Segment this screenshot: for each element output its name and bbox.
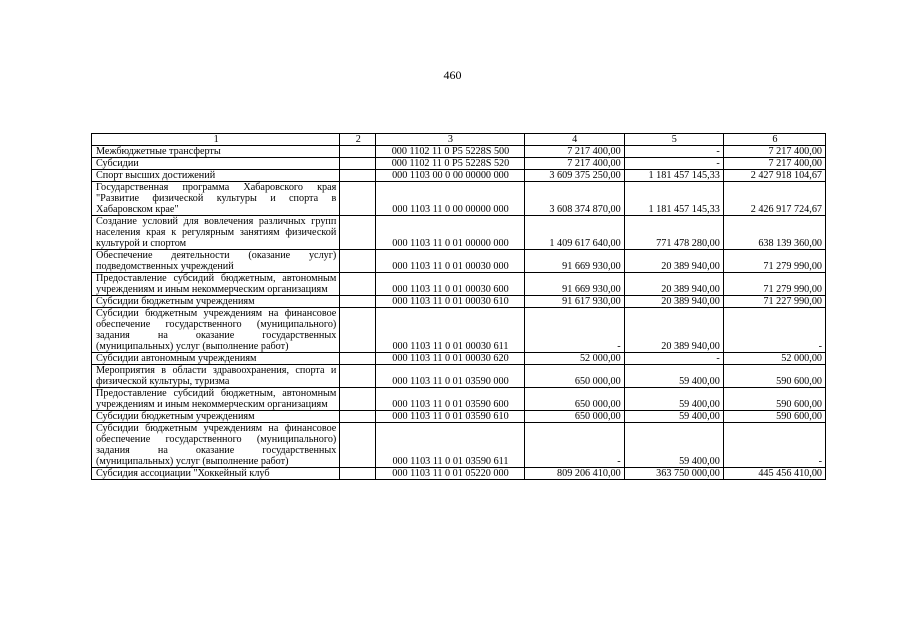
- row-value-col6: 71 227 990,00: [723, 296, 825, 308]
- row-code-cell: 000 1102 11 0 P5 5228S 500: [376, 146, 524, 158]
- row-value-col6: 590 600,00: [723, 411, 825, 423]
- row-value-col5: 20 389 940,00: [624, 250, 723, 273]
- row-value-col5: -: [624, 353, 723, 365]
- row-value-col6: 445 456 410,00: [723, 468, 825, 480]
- table-row: [92, 182, 826, 216]
- table-row: [92, 308, 826, 353]
- row-value-col6: -: [723, 423, 825, 468]
- row-value-col4: 1 409 617 640,00: [524, 216, 624, 250]
- row-value-col6: 638 139 360,00: [723, 216, 825, 250]
- table-row: [92, 273, 826, 296]
- row-name-cell: Спорт высших достижений: [92, 170, 340, 182]
- table-row: [92, 411, 826, 423]
- row-value-col6: 7 217 400,00: [723, 158, 825, 170]
- column-header-5: 5: [624, 134, 723, 146]
- row-value-col4: 809 206 410,00: [524, 468, 624, 480]
- row-value-col6: 71 279 990,00: [723, 273, 825, 296]
- table-row: [92, 216, 826, 250]
- row-code-cell: 000 1103 11 0 01 00030 000: [376, 250, 524, 273]
- row-value-col6: 590 600,00: [723, 365, 825, 388]
- row-code-cell: 000 1103 11 0 01 00030 600: [376, 273, 524, 296]
- row-value-col5: 20 389 940,00: [624, 296, 723, 308]
- row-value-col5: 59 400,00: [624, 411, 723, 423]
- row-value-col4: -: [524, 308, 624, 353]
- row-name-cell: Субсидии: [92, 158, 340, 170]
- row-col2-cell: [340, 170, 376, 182]
- row-col2-cell: [340, 308, 376, 353]
- row-code-cell: 000 1103 11 0 01 03590 611: [376, 423, 524, 468]
- row-code-cell: 000 1103 11 0 01 05220 000: [376, 468, 524, 480]
- row-col2-cell: [340, 273, 376, 296]
- column-header-1: 1: [92, 134, 340, 146]
- row-value-col6: 2 427 918 104,67: [723, 170, 825, 182]
- row-value-col5: 20 389 940,00: [624, 308, 723, 353]
- row-col2-cell: [340, 388, 376, 411]
- row-col2-cell: [340, 216, 376, 250]
- row-code-cell: 000 1103 11 0 01 00000 000: [376, 216, 524, 250]
- table-row: [92, 250, 826, 273]
- row-name-cell: Субсидия ассоциации "Хоккейный клуб: [92, 468, 340, 480]
- table-row: [92, 158, 826, 170]
- row-value-col5: 20 389 940,00: [624, 273, 723, 296]
- table-row: [92, 170, 826, 182]
- row-value-col5: 59 400,00: [624, 365, 723, 388]
- column-header-6: 6: [723, 134, 825, 146]
- row-name-cell: Межбюджетные трансферты: [92, 146, 340, 158]
- row-name-cell: Предоставление субсидий бюджетным, автономным учреждениям и иным некоммерческим организациям: [92, 388, 340, 411]
- row-value-col4: 3 609 375 250,00: [524, 170, 624, 182]
- row-value-col4: 91 669 930,00: [524, 250, 624, 273]
- row-col2-cell: [340, 423, 376, 468]
- column-header-3: 3: [376, 134, 524, 146]
- row-code-cell: 000 1103 11 0 01 03590 610: [376, 411, 524, 423]
- row-code-cell: 000 1103 11 0 00 00000 000: [376, 182, 524, 216]
- row-col2-cell: [340, 146, 376, 158]
- table-row: [92, 388, 826, 411]
- row-value-col4: 91 669 930,00: [524, 273, 624, 296]
- row-value-col6: 52 000,00: [723, 353, 825, 365]
- column-header-4: 4: [524, 134, 624, 146]
- row-value-col5: 771 478 280,00: [624, 216, 723, 250]
- row-value-col4: 52 000,00: [524, 353, 624, 365]
- row-value-col6: -: [723, 308, 825, 353]
- row-value-col4: 7 217 400,00: [524, 158, 624, 170]
- row-name-cell: Субсидии бюджетным учреждениям: [92, 411, 340, 423]
- row-name-cell: Государственная программа Хабаровского края "Развитие физической культуры и спорта в Хабаровском крае": [92, 182, 340, 216]
- row-code-cell: 000 1102 11 0 P5 5228S 520: [376, 158, 524, 170]
- row-value-col6: 7 217 400,00: [723, 146, 825, 158]
- row-col2-cell: [340, 158, 376, 170]
- budget-table: [91, 133, 826, 480]
- row-value-col5: 59 400,00: [624, 423, 723, 468]
- table-row: [92, 423, 826, 468]
- row-code-cell: 000 1103 11 0 01 03590 600: [376, 388, 524, 411]
- row-name-cell: Субсидии автономным учреждениям: [92, 353, 340, 365]
- row-name-cell: Субсидии бюджетным учреждениям на финансовое обеспечение государственного (муниципального) задания на оказание государственных (муниципальных) услуг (выполнение работ): [92, 308, 340, 353]
- row-code-cell: 000 1103 11 0 01 00030 611: [376, 308, 524, 353]
- row-name-cell: Обеспечение деятельности (оказание услуг) подведомственных учреждений: [92, 250, 340, 273]
- row-col2-cell: [340, 353, 376, 365]
- row-value-col4: 650 000,00: [524, 411, 624, 423]
- row-value-col6: 590 600,00: [723, 388, 825, 411]
- table-row: [92, 365, 826, 388]
- row-value-col4: 3 608 374 870,00: [524, 182, 624, 216]
- table-row: [92, 146, 826, 158]
- row-value-col5: 363 750 000,00: [624, 468, 723, 480]
- row-code-cell: 000 1103 00 0 00 00000 000: [376, 170, 524, 182]
- table-row: [92, 353, 826, 365]
- page-number: 460: [443, 68, 462, 82]
- table-row: [92, 296, 826, 308]
- table-row: [92, 468, 826, 480]
- row-value-col4: 7 217 400,00: [524, 146, 624, 158]
- row-name-cell: Субсидии бюджетным учреждениям на финансовое обеспечение государственного (муниципального) задания на оказание государственных (муниципальных) услуг (выполнение работ): [92, 423, 340, 468]
- row-col2-cell: [340, 411, 376, 423]
- row-col2-cell: [340, 296, 376, 308]
- row-value-col4: 650 000,00: [524, 388, 624, 411]
- row-name-cell: Субсидии бюджетным учреждениям: [92, 296, 340, 308]
- column-header-2: 2: [340, 134, 376, 146]
- row-col2-cell: [340, 250, 376, 273]
- row-value-col4: 91 617 930,00: [524, 296, 624, 308]
- row-value-col6: 71 279 990,00: [723, 250, 825, 273]
- row-code-cell: 000 1103 11 0 01 00030 620: [376, 353, 524, 365]
- row-value-col6: 2 426 917 724,67: [723, 182, 825, 216]
- row-name-cell: Предоставление субсидий бюджетным, автономным учреждениям и иным некоммерческим организациям: [92, 273, 340, 296]
- row-value-col5: -: [624, 158, 723, 170]
- row-value-col5: 59 400,00: [624, 388, 723, 411]
- row-name-cell: Создание условий для вовлечения различных групп населения края к регулярным занятиям физической культурой и спортом: [92, 216, 340, 250]
- row-value-col4: -: [524, 423, 624, 468]
- row-value-col5: 1 181 457 145,33: [624, 182, 723, 216]
- row-col2-cell: [340, 182, 376, 216]
- row-value-col5: 1 181 457 145,33: [624, 170, 723, 182]
- row-value-col4: 650 000,00: [524, 365, 624, 388]
- row-col2-cell: [340, 468, 376, 480]
- row-col2-cell: [340, 365, 376, 388]
- row-code-cell: 000 1103 11 0 01 00030 610: [376, 296, 524, 308]
- table-header-row: [92, 134, 826, 146]
- row-code-cell: 000 1103 11 0 01 03590 000: [376, 365, 524, 388]
- row-value-col5: -: [624, 146, 723, 158]
- row-name-cell: Мероприятия в области здравоохранения, спорта и физической культуры, туризма: [92, 365, 340, 388]
